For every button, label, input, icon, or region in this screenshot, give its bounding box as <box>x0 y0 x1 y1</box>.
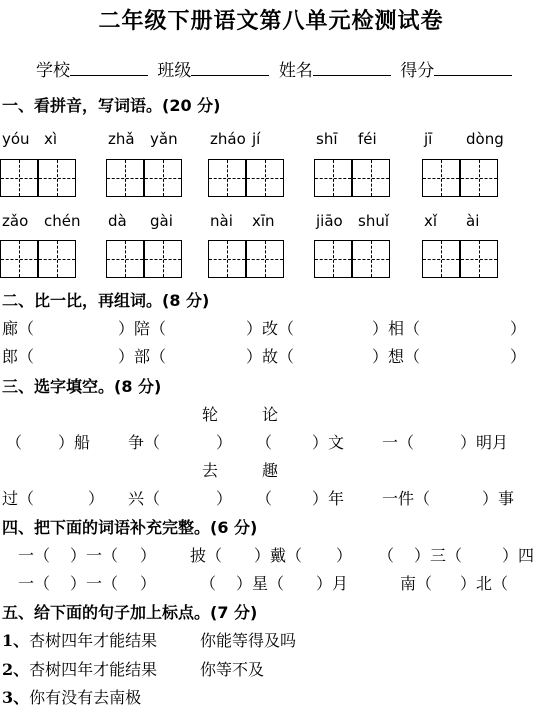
writing-box[interactable] <box>352 240 390 278</box>
compare-item: ）部（ <box>118 347 167 366</box>
writing-box[interactable] <box>0 159 38 197</box>
compare-row <box>2 344 527 367</box>
compare-item: ）改（ <box>246 319 295 338</box>
fill-item: ）船 <box>58 433 91 452</box>
pinyin-syllable: zhǎ <box>108 130 135 148</box>
fill-item: ）事 <box>482 489 515 508</box>
writing-box[interactable] <box>38 240 76 278</box>
punct-sentence <box>2 685 141 708</box>
complete-item: ）一（ <box>70 574 119 593</box>
fill-item: （ <box>6 433 23 452</box>
fill-item: 兴（ <box>128 489 161 508</box>
writing-box[interactable] <box>106 240 144 278</box>
writing-box[interactable] <box>352 159 390 197</box>
pinyin-syllable: yóu <box>2 130 30 148</box>
complete-item: ）北（ <box>460 574 509 593</box>
complete-item: ）星（ <box>236 574 285 593</box>
pinyin-syllable: ài <box>466 212 480 230</box>
fill-row <box>0 486 542 508</box>
complete-item: ）戴（ <box>254 546 303 565</box>
complete-row <box>0 543 542 565</box>
pinyin-syllable: nài <box>210 212 233 230</box>
fill-item: 争（ <box>128 433 161 452</box>
fill-item: ）年 <box>312 489 345 508</box>
student-info-line <box>36 56 516 81</box>
name-label: 姓名 <box>278 61 313 81</box>
school-label: 学校 <box>36 61 70 81</box>
complete-item: ）四 <box>502 546 535 565</box>
writing-box[interactable] <box>314 159 352 197</box>
pinyin-syllable: zǎo <box>2 212 29 230</box>
sentence-part: 你有没有去南极 <box>29 688 142 707</box>
fill-item: 一（ <box>382 433 415 452</box>
punct-sentence <box>2 628 157 651</box>
pinyin-syllable: jī <box>424 130 433 148</box>
writing-box[interactable] <box>38 159 76 197</box>
page-title: 二年级下册语文第八单元检测试卷 <box>98 8 444 34</box>
complete-item: 一（ <box>18 574 51 593</box>
complete-item: ） <box>336 546 353 565</box>
complete-item: ）月 <box>316 574 349 593</box>
writing-box[interactable] <box>208 240 246 278</box>
pinyin-syllable: chén <box>44 212 81 230</box>
fill-item: ） <box>216 489 233 508</box>
pinyin-syllable: xì <box>44 130 58 148</box>
class-label: 班级 <box>157 61 192 81</box>
sentence-number: 1、 <box>2 631 30 650</box>
complete-item: 披（ <box>190 546 223 565</box>
sentence-part: 杏树四年才能结果 <box>29 660 158 679</box>
pinyin-syllable: zháo <box>210 130 246 148</box>
writing-box[interactable] <box>0 240 38 278</box>
compare-item: 廊（ <box>2 319 35 338</box>
sentence-number: 2、 <box>2 660 30 679</box>
complete-item: 一（ <box>18 546 51 565</box>
sentence-part: 杏树四年才能结果 <box>29 631 158 650</box>
score-blank[interactable] <box>434 61 512 76</box>
pinyin-syllable: xīn <box>252 212 275 230</box>
choice-char: 轮 <box>202 405 219 424</box>
fill-item: 过（ <box>2 489 35 508</box>
writing-box[interactable] <box>144 240 182 278</box>
pinyin-syllable: shī <box>316 130 338 148</box>
writing-box[interactable] <box>460 240 498 278</box>
pinyin-syllable: jí <box>252 130 261 148</box>
score-label: 得分 <box>400 61 435 81</box>
school-blank[interactable] <box>70 61 148 76</box>
compare-item: ）故（ <box>246 347 295 366</box>
section-4-heading: 四、把下面的词语补充完整。(6 分) <box>2 518 258 537</box>
compare-item: ）陪（ <box>118 319 167 338</box>
fill-item: （ <box>256 489 273 508</box>
sentence-part: 你能等得及吗 <box>200 631 297 650</box>
pinyin-syllable: jiāo <box>316 212 343 230</box>
pinyin-syllable: shuǐ <box>358 212 389 230</box>
fill-item: ） <box>88 489 105 508</box>
section-1-heading: 一、看拼音，写词语。(20 分) <box>2 96 221 115</box>
pinyin-syllable: gài <box>150 212 173 230</box>
pinyin-syllable: dòng <box>466 130 504 148</box>
writing-box[interactable] <box>460 159 498 197</box>
choice-char: 论 <box>262 405 279 424</box>
fill-item: ） <box>216 433 233 452</box>
writing-box[interactable] <box>422 159 460 197</box>
punct-sentence <box>2 657 157 680</box>
compare-item: ）相（ <box>372 319 421 338</box>
name-blank[interactable] <box>313 61 391 76</box>
complete-item: ） <box>140 574 157 593</box>
compare-item: ） <box>510 347 527 366</box>
compare-item: 郎（ <box>2 347 35 366</box>
pinyin-syllable: féi <box>358 130 377 148</box>
writing-box[interactable] <box>208 159 246 197</box>
writing-box[interactable] <box>422 240 460 278</box>
section-3-heading: 三、选字填空。(8 分) <box>2 377 162 396</box>
complete-item: ） <box>140 546 157 565</box>
fill-item: 一件（ <box>382 489 431 508</box>
pinyin-syllable: yǎn <box>150 130 178 148</box>
writing-box[interactable] <box>314 240 352 278</box>
pinyin-syllable: xǐ <box>424 212 438 230</box>
pinyin-syllable: dà <box>108 212 127 230</box>
sentence-number: 3、 <box>2 688 30 707</box>
fill-item: ）文 <box>312 433 345 452</box>
choice-char: 趣 <box>262 461 279 480</box>
fill-item: ）明月 <box>460 433 509 452</box>
complete-item: （ <box>200 574 217 593</box>
fill-row <box>0 430 542 452</box>
class-blank[interactable] <box>191 61 269 76</box>
compare-item: ） <box>510 319 527 338</box>
fill-item: （ <box>256 433 273 452</box>
choice-char: 去 <box>202 461 219 480</box>
compare-item: ）想（ <box>372 347 421 366</box>
sentence-part: 你等不及 <box>200 660 265 679</box>
complete-item: 南（ <box>400 574 433 593</box>
complete-row <box>0 571 542 593</box>
section-5-heading: 五、给下面的句子加上标点。(7 分) <box>2 603 258 622</box>
section-2-heading: 二、比一比，再组词。(8 分) <box>2 291 210 310</box>
complete-item: ）一（ <box>70 546 119 565</box>
writing-box[interactable] <box>246 159 284 197</box>
complete-item: ）三（ <box>414 546 463 565</box>
writing-box[interactable] <box>246 240 284 278</box>
compare-row <box>2 316 527 339</box>
writing-box[interactable] <box>106 159 144 197</box>
complete-item: （ <box>378 546 395 565</box>
writing-box[interactable] <box>144 159 182 197</box>
